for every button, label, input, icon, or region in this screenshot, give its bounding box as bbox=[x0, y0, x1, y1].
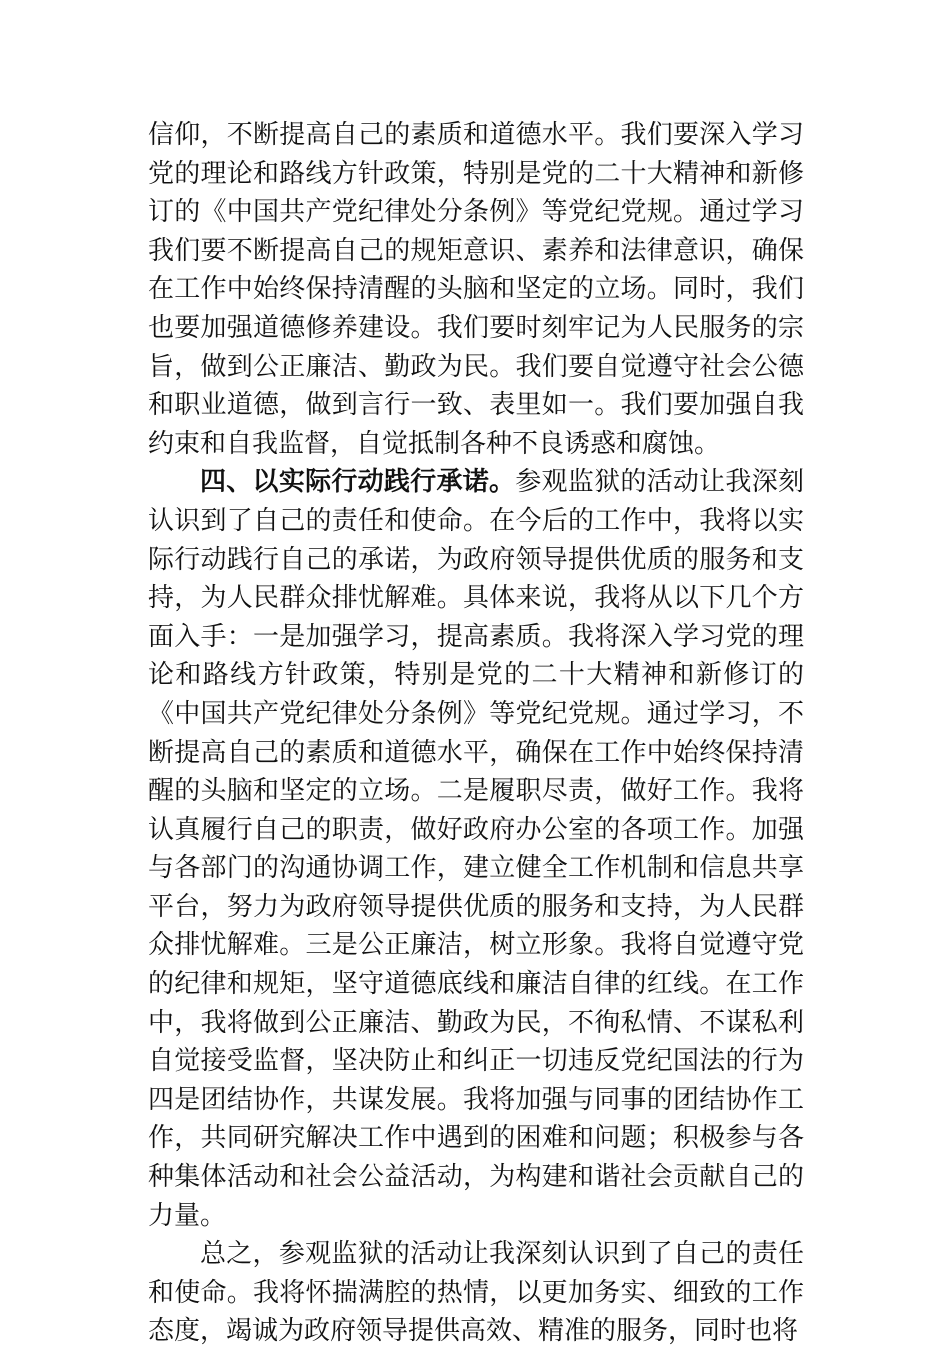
section-4-paragraph bbox=[148, 463, 804, 1235]
document-body bbox=[148, 116, 804, 1351]
paragraph-continuation: 信仰，不断提高自己的素质和道德水平。我们要深入学习党的理论和路线方针政策，特别是党的二十大精神和新修订的《中国共产党纪律处分条例》等党纪党规。通过学习我们要不断提高自己的规矩意识、素养和法律意识，确保在工作中始终保持清醒的头脑和坚定的立场。同时，我们也要加强道德修养建设。我们要时刻牢记为人民服务的宗旨，做到公正廉洁、勤政为民。我们要自觉遵守社会公德和职业道德，做到言行一致、表里如一。我们要加强自我约束和自我监督，自觉抵制各种不良诱惑和腐蚀。 bbox=[148, 120, 804, 459]
section-4-body: 参观监狱的活动让我深刻认识到了自己的责任和使命。在今后的工作中，我将以实际行动践行自己的承诺，为政府领导提供优质的服务和支持，为人民群众排忧解难。具体来说，我将从以下几个方面入手：一是加强学习，提高素质。我将深入学习党的理论和路线方针政策，特别是党的二十大精神和新修订的《中国共产党纪律处分条例》等党纪党规。通过学习，不断提高自己的素质和道德水平，确保在工作中始终保持清醒的头脑和坚定的立场。二是履职尽责，做好工作。我将认真履行自己的职责，做好政府办公室的各项工作。加强与各部门的沟通协调工作，建立健全工作机制和信息共享平台，努力为政府领导提供优质的服务和支持，为人民群众排忧解难。三是公正廉洁，树立形象。我将自觉遵守党的纪律和规矩，坚守道德底线和廉洁自律的红线。在工作中，我将做到公正廉洁、勤政为民，不徇私情、不谋私利自觉接受监督，坚决防止和纠正一切违反党纪国法的行为四是团结协作，共谋发展。我将加强与同事的团结协作工作，共同研究解决工作中遇到的困难和问题；积极参与各种集体活动和社会公益活动，为构建和谐社会贡献自己的力量。 bbox=[148, 467, 804, 1231]
section-4-heading: 四、以实际行动践行承诺。 bbox=[200, 467, 516, 498]
conclusion-paragraph: 总之，参观监狱的活动让我深刻认识到了自己的责任和使命。我将怀揣满腔的热情，以更加务实、细致的工作态度，竭诚为政府领导提供高效、精准的服务，同时也将 bbox=[148, 1239, 804, 1347]
